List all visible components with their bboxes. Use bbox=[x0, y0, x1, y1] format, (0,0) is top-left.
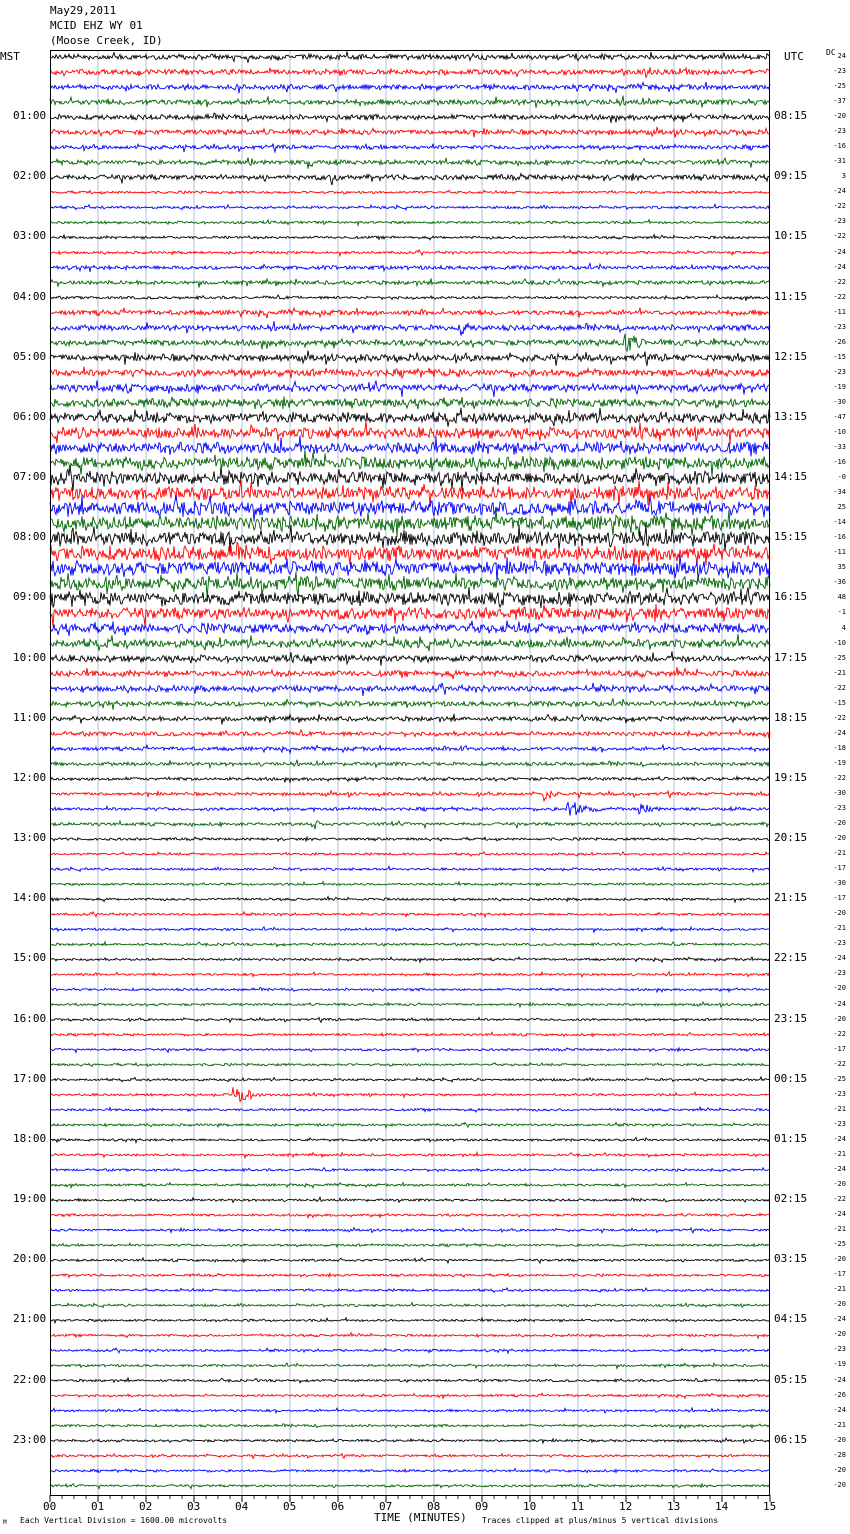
dc-offset-label: -15 bbox=[833, 352, 846, 361]
trace-41 bbox=[50, 667, 770, 679]
dc-offset-label: -21 bbox=[833, 1285, 846, 1294]
mst-hour-label: 02:00 bbox=[13, 169, 47, 183]
header-location: (Moose Creek, ID) bbox=[50, 34, 163, 47]
dc-offset-label: -20 bbox=[833, 1255, 846, 1264]
utc-hour-label: 06:15 bbox=[774, 1432, 808, 1446]
dc-offset-label: -11 bbox=[833, 548, 846, 557]
trace-58 bbox=[50, 927, 770, 933]
trace-86 bbox=[50, 1348, 770, 1353]
utc-hour-label: 01:15 bbox=[774, 1131, 808, 1145]
trace-85 bbox=[50, 1333, 770, 1339]
dc-offset-label: -24 bbox=[833, 1375, 846, 1384]
x-tick-label: 10 bbox=[523, 1500, 537, 1513]
dc-offset-label: 4 bbox=[841, 623, 846, 632]
dc-offset-label: -23 bbox=[833, 217, 846, 226]
dc-offset-label: -47 bbox=[833, 412, 846, 421]
utc-hour-label: 02:15 bbox=[774, 1192, 808, 1206]
x-tick-label: 08 bbox=[427, 1500, 441, 1513]
utc-hour-label: 13:15 bbox=[774, 409, 808, 423]
trace-50 bbox=[50, 802, 770, 815]
trace-19 bbox=[50, 334, 770, 351]
dc-offset-label: -10 bbox=[833, 638, 846, 647]
x-tick-label: 00 bbox=[43, 1500, 57, 1513]
dc-offset-label: 24 bbox=[837, 52, 846, 60]
mst-hour-label: 15:00 bbox=[13, 951, 47, 965]
trace-54 bbox=[50, 866, 770, 871]
dc-offset-label: -30 bbox=[833, 879, 846, 888]
dc-offset-label: -31 bbox=[833, 157, 846, 166]
dc-offset-label: -24 bbox=[833, 999, 846, 1008]
dc-offset-label: -25 bbox=[833, 653, 846, 662]
trace-17 bbox=[50, 308, 770, 319]
trace-13 bbox=[50, 250, 770, 256]
trace-46 bbox=[50, 745, 770, 753]
utc-axis-title: UTC bbox=[784, 50, 804, 63]
trace-18 bbox=[50, 321, 770, 335]
trace-3 bbox=[50, 96, 770, 108]
dc-offset-label: -24 bbox=[833, 1134, 846, 1143]
dc-offset-label: -17 bbox=[833, 894, 846, 903]
x-tick-label: 04 bbox=[235, 1500, 249, 1513]
trace-55 bbox=[50, 882, 770, 886]
dc-offset-label: -23 bbox=[833, 322, 846, 331]
header-station: MCID EHZ WY 01 bbox=[50, 19, 143, 32]
dc-offset-label: -22 bbox=[833, 1059, 846, 1068]
trace-67 bbox=[50, 1063, 770, 1067]
trace-14 bbox=[50, 263, 770, 272]
x-tick-label: 12 bbox=[619, 1500, 633, 1513]
utc-hour-label: 14:15 bbox=[774, 470, 808, 484]
dc-offset-label: -19 bbox=[833, 758, 846, 767]
dc-offset-label: -30 bbox=[833, 397, 846, 406]
dc-offset-label: -21 bbox=[833, 849, 846, 858]
trace-91 bbox=[50, 1424, 770, 1429]
trace-66 bbox=[50, 1047, 770, 1052]
trace-63 bbox=[50, 1002, 770, 1007]
dc-offset-label: -20 bbox=[833, 819, 846, 828]
mst-hour-label: 06:00 bbox=[13, 409, 47, 423]
trace-1 bbox=[50, 67, 770, 78]
utc-hour-label: 08:15 bbox=[774, 109, 808, 123]
trace-61 bbox=[50, 972, 770, 977]
dc-offset-label: -20 bbox=[833, 1014, 846, 1023]
dc-offset-label: -0 bbox=[837, 473, 846, 482]
dc-offset-label: -23 bbox=[833, 367, 846, 376]
trace-90 bbox=[50, 1408, 770, 1413]
dc-offset-label: -21 bbox=[833, 1225, 846, 1234]
utc-hour-label: 19:15 bbox=[774, 770, 808, 784]
trace-8 bbox=[50, 173, 770, 185]
trace-22 bbox=[50, 380, 770, 397]
trace-30 bbox=[50, 495, 770, 521]
dc-offset-label: -23 bbox=[833, 804, 846, 812]
dc-offset-label: -22 bbox=[833, 713, 846, 722]
trace-42 bbox=[50, 683, 770, 696]
trace-77 bbox=[50, 1213, 770, 1217]
mst-hour-label: 21:00 bbox=[13, 1312, 47, 1326]
dc-offset-label: -25 bbox=[833, 82, 846, 91]
trace-39 bbox=[50, 634, 770, 651]
trace-29 bbox=[50, 481, 770, 508]
trace-94 bbox=[50, 1469, 770, 1473]
dc-offset-label: -23 bbox=[833, 1119, 846, 1128]
dc-offset-label: -20 bbox=[833, 909, 846, 918]
utc-hour-label: 11:15 bbox=[774, 289, 808, 303]
dc-offset-label: -21 bbox=[833, 668, 846, 677]
mst-hour-label: 11:00 bbox=[13, 710, 47, 724]
dc-offset-label: -36 bbox=[833, 578, 846, 587]
trace-84 bbox=[50, 1318, 770, 1323]
dc-offset-label: -19 bbox=[833, 1360, 846, 1369]
trace-43 bbox=[50, 698, 770, 709]
trace-2 bbox=[50, 82, 770, 93]
x-tick-label: 09 bbox=[475, 1500, 489, 1513]
dc-offset-label: -22 bbox=[833, 1029, 846, 1038]
dc-offset-label: 25 bbox=[837, 503, 846, 512]
utc-hour-label: 16:15 bbox=[774, 590, 808, 604]
trace-26 bbox=[50, 436, 770, 457]
x-tick-label: 02 bbox=[139, 1500, 153, 1513]
dc-offset-label: -26 bbox=[833, 337, 846, 346]
trace-87 bbox=[50, 1363, 770, 1368]
trace-49 bbox=[50, 791, 770, 802]
mst-hour-label: 03:00 bbox=[13, 229, 47, 243]
dc-offset-label: -28 bbox=[833, 1450, 846, 1459]
dc-offset-label: -22 bbox=[833, 1195, 846, 1204]
trace-9 bbox=[50, 190, 770, 194]
dc-offset-label: -10 bbox=[833, 428, 846, 436]
trace-72 bbox=[50, 1137, 770, 1142]
dc-offset-label: -23 bbox=[833, 67, 846, 76]
utc-hour-label: 18:15 bbox=[774, 710, 808, 724]
mst-hour-label: 17:00 bbox=[13, 1071, 47, 1085]
dc-offset-label: -20 bbox=[833, 1300, 846, 1309]
mst-hour-label: 04:00 bbox=[13, 289, 47, 303]
dc-offset-label: -20 bbox=[833, 1465, 846, 1474]
trace-6 bbox=[50, 144, 770, 153]
dc-offset-label: -22 bbox=[833, 277, 846, 286]
trace-4 bbox=[50, 113, 770, 123]
utc-hour-label: 22:15 bbox=[774, 951, 808, 965]
trace-73 bbox=[50, 1152, 770, 1158]
dc-offset-label: -23 bbox=[833, 1345, 846, 1354]
dc-offset-label: -24 bbox=[833, 728, 846, 737]
dc-offset-label: -19 bbox=[833, 382, 846, 391]
trace-20 bbox=[50, 351, 770, 366]
mst-hour-label: 08:00 bbox=[13, 530, 47, 544]
x-tick-label: 03 bbox=[187, 1500, 201, 1513]
trace-21 bbox=[50, 367, 770, 379]
x-tick-label: 07 bbox=[379, 1500, 393, 1513]
trace-53 bbox=[50, 852, 770, 856]
mst-hour-label: 14:00 bbox=[13, 891, 47, 905]
dc-offset-label: -22 bbox=[833, 232, 846, 241]
utc-hour-label: 17:15 bbox=[774, 650, 808, 664]
dc-offset-label: -21 bbox=[833, 1104, 846, 1113]
dc-offset-label: 35 bbox=[837, 563, 846, 572]
dc-offset-label: -17 bbox=[833, 864, 846, 873]
dc-title: DC bbox=[826, 48, 836, 57]
dc-offset-label: -24 bbox=[833, 1210, 846, 1219]
trace-74 bbox=[50, 1168, 770, 1172]
trace-23 bbox=[50, 396, 770, 409]
dc-offset-label: -25 bbox=[833, 1240, 846, 1249]
utc-hour-label: 03:15 bbox=[774, 1252, 808, 1266]
dc-offset-label: -23 bbox=[833, 1089, 846, 1098]
mst-axis-title: MST bbox=[0, 50, 20, 63]
trace-37 bbox=[50, 604, 770, 627]
dc-offset-label: -24 bbox=[833, 954, 846, 963]
dc-offset-label: -17 bbox=[833, 1270, 846, 1279]
corner-mark: M bbox=[3, 1519, 7, 1526]
mst-hour-label: 22:00 bbox=[13, 1372, 47, 1386]
trace-5 bbox=[50, 127, 770, 138]
dc-offset-label: -22 bbox=[833, 773, 846, 782]
trace-51 bbox=[50, 821, 770, 829]
mst-hour-label: 07:00 bbox=[13, 470, 47, 484]
trace-68 bbox=[50, 1077, 770, 1082]
dc-offset-label: -20 bbox=[833, 1330, 846, 1339]
x-tick-label: 13 bbox=[667, 1500, 681, 1513]
trace-93 bbox=[50, 1454, 770, 1459]
clip-note: Traces clipped at plus/minus 5 vertical divisions bbox=[482, 1516, 719, 1525]
trace-45 bbox=[50, 730, 770, 739]
trace-36 bbox=[50, 587, 770, 608]
dc-offset-label: -16 bbox=[833, 458, 846, 467]
dc-offset-label: -22 bbox=[833, 683, 846, 692]
dc-offset-label: -33 bbox=[833, 443, 846, 452]
dc-offset-label: -1 bbox=[837, 608, 846, 617]
dc-offset-label: -34 bbox=[833, 488, 846, 497]
x-tick-label: 14 bbox=[715, 1500, 729, 1513]
utc-hour-label: 10:15 bbox=[774, 229, 808, 243]
dc-offset-label: -24 bbox=[833, 247, 846, 256]
utc-hour-label: 15:15 bbox=[774, 530, 808, 544]
dc-offset-label: -30 bbox=[833, 788, 846, 797]
utc-hour-label: 00:15 bbox=[774, 1071, 808, 1085]
trace-34 bbox=[50, 555, 770, 582]
trace-47 bbox=[50, 760, 770, 768]
dc-offset-label: -21 bbox=[833, 924, 846, 933]
dc-offset-label: -23 bbox=[833, 127, 846, 136]
dc-offset-label: -22 bbox=[833, 202, 846, 211]
trace-40 bbox=[50, 651, 770, 665]
trace-80 bbox=[50, 1258, 770, 1263]
trace-31 bbox=[50, 510, 770, 537]
trace-60 bbox=[50, 957, 770, 962]
mst-hour-label: 10:00 bbox=[13, 650, 47, 664]
dc-offset-label: -17 bbox=[833, 1044, 846, 1053]
dc-offset-label: -11 bbox=[833, 307, 846, 316]
trace-44 bbox=[50, 714, 770, 725]
utc-hour-label: 23:15 bbox=[774, 1011, 808, 1025]
x-tick-label: 15 bbox=[763, 1500, 777, 1513]
trace-15 bbox=[50, 278, 770, 287]
utc-hour-label: 12:15 bbox=[774, 349, 808, 363]
dc-offset-label: -14 bbox=[833, 518, 846, 527]
mst-hour-label: 05:00 bbox=[13, 349, 47, 363]
trace-57 bbox=[50, 912, 770, 917]
trace-48 bbox=[50, 777, 770, 783]
dc-offset-label: -20 bbox=[833, 1435, 846, 1444]
dc-offset-label: -37 bbox=[833, 97, 846, 106]
x-axis-ticks bbox=[50, 1495, 770, 1502]
dc-offset-label: -26 bbox=[833, 1390, 846, 1399]
seismic-traces bbox=[50, 52, 770, 1489]
utc-hour-label: 09:15 bbox=[774, 169, 808, 183]
mst-hour-label: 01:00 bbox=[13, 109, 47, 123]
header-date: May29,2011 bbox=[50, 4, 117, 17]
trace-64 bbox=[50, 1018, 770, 1023]
trace-59 bbox=[50, 942, 770, 947]
dc-offset-label: -24 bbox=[833, 262, 846, 271]
mst-hour-label: 13:00 bbox=[13, 831, 47, 845]
trace-38 bbox=[50, 621, 770, 636]
trace-16 bbox=[50, 295, 770, 301]
trace-28 bbox=[50, 466, 770, 491]
dc-offset-label: -20 bbox=[833, 984, 846, 993]
x-tick-label: 06 bbox=[331, 1500, 345, 1513]
dc-offset-label: -21 bbox=[833, 1420, 846, 1429]
dc-offset-label: -25 bbox=[833, 1074, 846, 1083]
trace-52 bbox=[50, 837, 770, 841]
trace-83 bbox=[50, 1303, 770, 1308]
mst-hour-label: 19:00 bbox=[13, 1192, 47, 1206]
utc-hour-label: 04:15 bbox=[774, 1312, 808, 1326]
dc-offset-label: -24 bbox=[833, 1405, 846, 1414]
trace-89 bbox=[50, 1393, 770, 1398]
x-axis-title: TIME (MINUTES) bbox=[374, 1511, 467, 1524]
trace-56 bbox=[50, 897, 770, 903]
trace-82 bbox=[50, 1288, 770, 1292]
dc-offset-label: -20 bbox=[833, 1180, 846, 1188]
x-tick-label: 11 bbox=[571, 1500, 585, 1513]
dc-offset-label: -23 bbox=[833, 969, 846, 978]
mst-hour-label: 12:00 bbox=[13, 770, 47, 784]
trace-92 bbox=[50, 1438, 770, 1443]
dc-offset-label: -18 bbox=[833, 743, 846, 752]
dc-offset-label: -20 bbox=[833, 112, 846, 121]
trace-62 bbox=[50, 988, 770, 993]
scale-note: Each Vertical Division = 1600.00 microvolts bbox=[20, 1516, 228, 1525]
dc-offset-label: -22 bbox=[833, 292, 846, 301]
trace-71 bbox=[50, 1123, 770, 1128]
trace-81 bbox=[50, 1273, 770, 1277]
x-tick-label: 01 bbox=[91, 1500, 105, 1513]
x-tick-label: 05 bbox=[283, 1500, 297, 1513]
trace-27 bbox=[50, 450, 770, 477]
trace-79 bbox=[50, 1243, 770, 1247]
trace-32 bbox=[50, 525, 770, 552]
utc-hour-label: 20:15 bbox=[774, 831, 808, 845]
dc-offset-label: -15 bbox=[833, 698, 846, 707]
dc-offset-label: -23 bbox=[833, 939, 846, 948]
dc-offset-label: -24 bbox=[833, 1315, 846, 1324]
trace-10 bbox=[50, 204, 770, 209]
trace-95 bbox=[50, 1484, 770, 1489]
dc-offset-label: 48 bbox=[837, 593, 846, 602]
trace-88 bbox=[50, 1378, 770, 1383]
trace-69 bbox=[50, 1087, 770, 1101]
trace-65 bbox=[50, 1032, 770, 1036]
trace-33 bbox=[50, 543, 770, 568]
dc-offset-label: -16 bbox=[833, 533, 846, 542]
mst-hour-label: 23:00 bbox=[13, 1432, 47, 1446]
mst-hour-label: 18:00 bbox=[13, 1131, 47, 1145]
trace-0 bbox=[50, 52, 770, 63]
dc-offset-label: -20 bbox=[833, 834, 846, 843]
trace-25 bbox=[50, 421, 770, 445]
trace-7 bbox=[50, 158, 770, 169]
trace-24 bbox=[50, 408, 770, 427]
dc-offset-label: -16 bbox=[833, 142, 846, 151]
mst-hour-label: 20:00 bbox=[13, 1252, 47, 1266]
mst-hour-label: 16:00 bbox=[13, 1011, 47, 1025]
dc-offset-label: -20 bbox=[833, 1480, 846, 1489]
dc-offset-label: -24 bbox=[833, 1164, 846, 1173]
utc-hour-label: 21:15 bbox=[774, 891, 808, 905]
trace-12 bbox=[50, 235, 770, 240]
utc-hour-label: 05:15 bbox=[774, 1372, 808, 1386]
trace-76 bbox=[50, 1197, 770, 1202]
dc-offset-label: 3 bbox=[841, 172, 846, 181]
trace-70 bbox=[50, 1107, 770, 1112]
trace-75 bbox=[50, 1183, 770, 1188]
dc-offset-label: -21 bbox=[833, 1149, 846, 1158]
mst-hour-label: 09:00 bbox=[13, 590, 47, 604]
dc-offset-label: -24 bbox=[833, 187, 846, 196]
trace-78 bbox=[50, 1228, 770, 1233]
trace-11 bbox=[50, 220, 770, 226]
